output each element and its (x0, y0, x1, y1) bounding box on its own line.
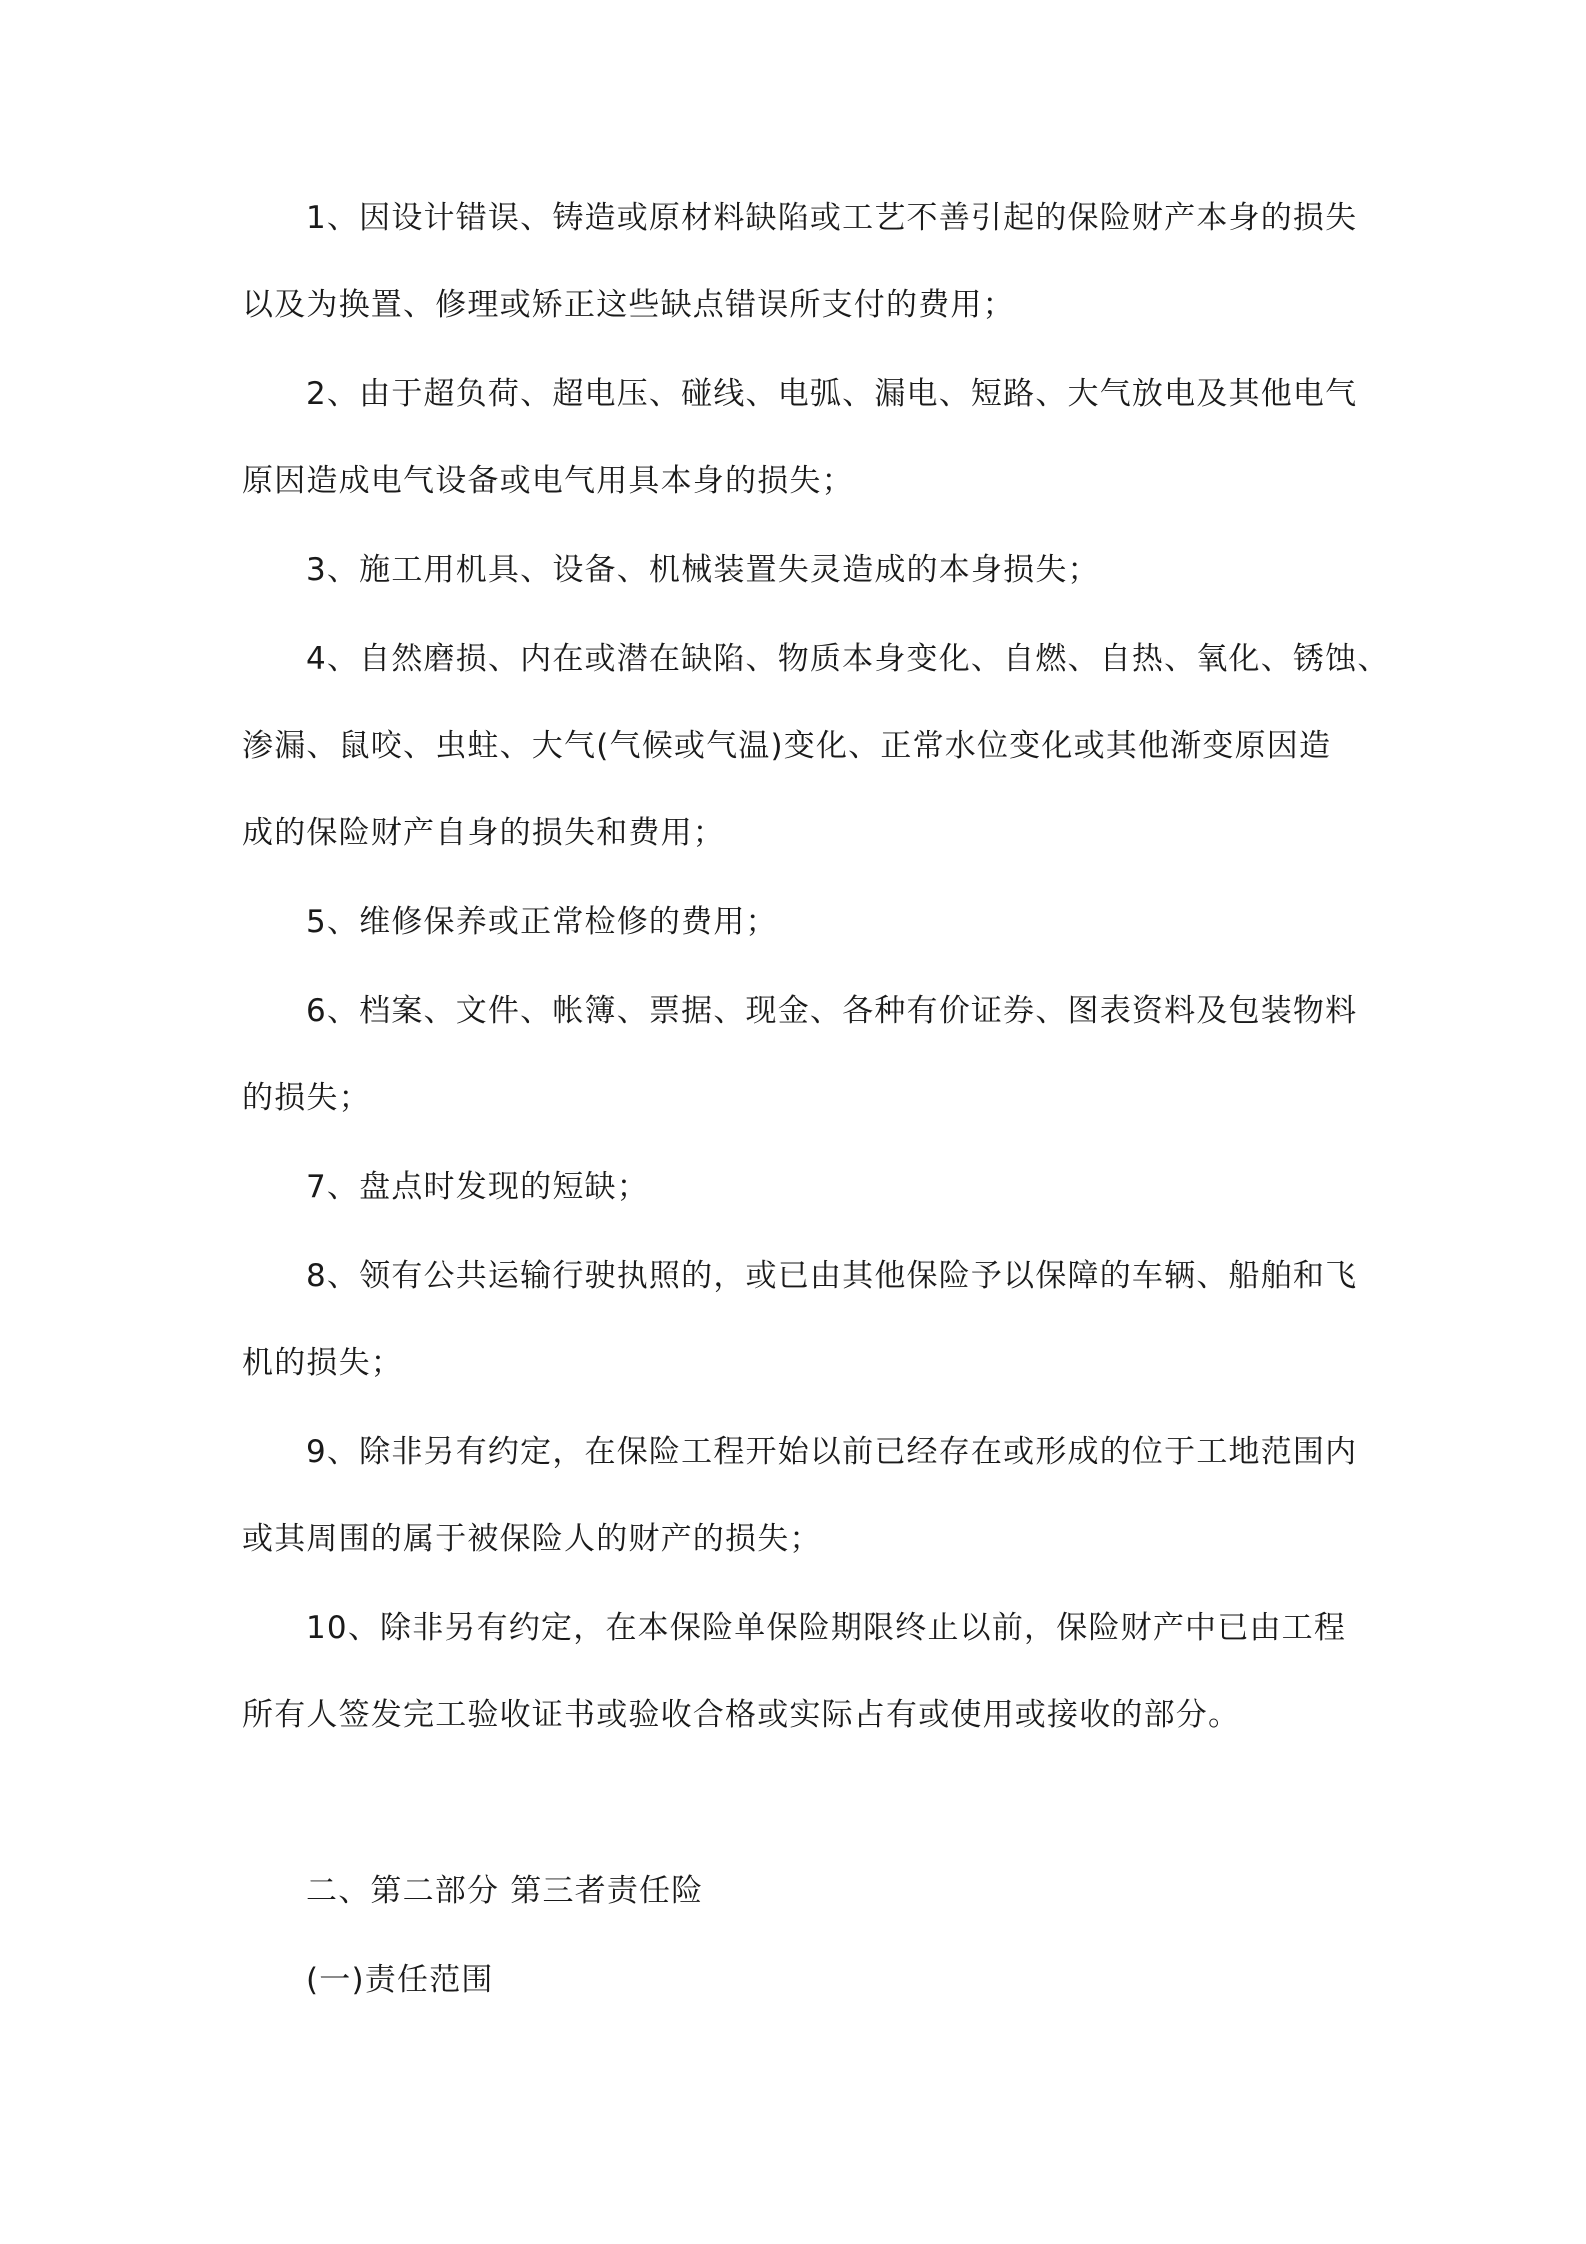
clause-10-line-1: 10、除非另有约定，在本保险单保险期限终止以前，保险财产中已由工程 (306, 1610, 1347, 1646)
clause-2-line-1: 2、由于超负荷、超电压、碰线、电弧、漏电、短路、大气放电及其他电气 (306, 376, 1358, 412)
clause-4-line-2: 渗漏、鼠咬、虫蛀、大气(气候或气温)变化、正常水位变化或其他渐变原因造 (242, 728, 1332, 764)
clause-6-line-2: 的损失； (242, 1080, 371, 1116)
clause-3-line-1: 3、施工用机具、设备、机械装置失灵造成的本身损失； (306, 552, 1100, 588)
clause-4-line-1: 4、自然磨损、内在或潜在缺陷、物质本身变化、自燃、自热、氧化、锈蚀、 (306, 641, 1390, 677)
clause-8-line-2: 机的损失； (242, 1345, 403, 1381)
clause-2-line-2: 原因造成电气设备或电气用具本身的损失； (242, 463, 854, 499)
clause-9-line-2: 或其周围的属于被保险人的财产的损失； (242, 1521, 822, 1557)
clause-8-line-1: 8、领有公共运输行驶执照的，或已由其他保险予以保障的车辆、船舶和飞 (306, 1258, 1358, 1294)
clause-7-line-1: 7、盘点时发现的短缺； (306, 1169, 649, 1205)
clause-1-line-1: 1、因设计错误、铸造或原材料缺陷或工艺不善引起的保险财产本身的损失 (306, 200, 1358, 236)
clause-6-line-1: 6、档案、文件、帐簿、票据、现金、各种有价证券、图表资料及包装物料 (306, 993, 1358, 1029)
clause-9-line-1: 9、除非另有约定，在保险工程开始以前已经存在或形成的位于工地范围内 (306, 1434, 1358, 1470)
clause-5-line-1: 5、维修保养或正常检修的费用； (306, 904, 778, 940)
clause-10-line-2: 所有人签发完工验收证书或验收合格或实际占有或使用或接收的部分。 (242, 1697, 1241, 1733)
subsection-heading: (一)责任范围 (306, 1962, 494, 1998)
clause-1-line-2: 以及为换置、修理或矫正这些缺点错误所支付的费用； (242, 287, 1015, 323)
section-heading: 二、第二部分 第三者责任险 (306, 1873, 704, 1909)
clause-4-line-3: 成的保险财产自身的损失和费用； (242, 815, 725, 851)
